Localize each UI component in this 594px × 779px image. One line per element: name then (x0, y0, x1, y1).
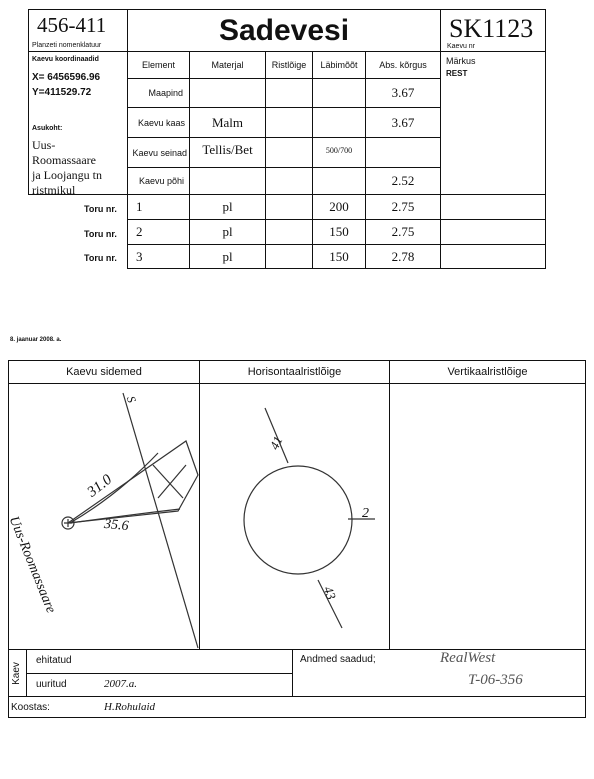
pipe-material-2: pl (189, 219, 266, 245)
pipe-remark-3 (440, 244, 546, 269)
cross-mark-b (158, 465, 186, 498)
cross-ground (265, 78, 313, 108)
element-cover: Kaevu kaas (127, 107, 190, 138)
well-id: SK1123 (449, 14, 534, 43)
footer-mid-divider (292, 649, 293, 697)
nomenclature-box (28, 9, 128, 52)
col-header-height: Abs. kõrgus (365, 51, 441, 79)
well-circle (244, 466, 352, 574)
title-box (127, 9, 441, 52)
sketch-header-links: Kaevu sidemed (8, 360, 200, 384)
pipe-height-3: 2.78 (365, 244, 441, 269)
building-outline (68, 441, 198, 523)
remark-value: REST (446, 69, 468, 78)
footer-row-divider (26, 673, 292, 674)
pipe-height-1: 2.75 (365, 194, 441, 220)
street-label: Uus-Roomassaare (5, 514, 59, 616)
label-s: S (123, 394, 140, 405)
material-ground (189, 78, 266, 108)
element-ground: Maapind (127, 78, 190, 108)
diameter-ground (312, 78, 366, 108)
label-2: 2 (362, 506, 369, 521)
location-line-1: Uus- (32, 138, 56, 152)
cross-mark-a (153, 465, 183, 498)
measure-1: 31.0 (84, 471, 116, 501)
surveyed-value: 2007.a. (104, 678, 137, 690)
height-cover: 3.67 (365, 107, 441, 138)
col-header-element: Element (127, 51, 190, 79)
footer-side-label: Kaev (10, 662, 22, 685)
location-line-4: ristmikul (32, 183, 76, 195)
compiled-row (8, 696, 586, 718)
col-header-diameter: Läbimõõt (312, 51, 366, 79)
location-line-2: Roomassaare (32, 153, 96, 167)
diameter-bottom (312, 167, 366, 195)
pipe-height-2: 2.75 (365, 219, 441, 245)
coords-label: Kaevu koordinaadid (32, 56, 99, 63)
nomenclature-value: 456-411 (37, 13, 107, 37)
surveyed-label: uuritud (36, 679, 67, 690)
sketch-header-vertical: Vertikaalristlõige (389, 360, 586, 384)
pipe-material-3: pl (189, 244, 266, 269)
pipe-cross-1 (265, 194, 313, 220)
height-ground: 3.67 (365, 78, 441, 108)
col-header-cross-section: Ristlõige (265, 51, 313, 79)
measure-2: 35.6 (103, 516, 130, 535)
material-walls: Tellis/Bet (189, 137, 266, 168)
page-title: Sadevesi (218, 13, 350, 47)
col-header-remark: Märkus (446, 56, 476, 66)
pipe-num-3: 3 (127, 244, 190, 269)
pipe-cross-3 (265, 244, 313, 269)
material-cover: Malm (189, 107, 266, 138)
pipe-num-1: 1 (127, 194, 190, 220)
horizontal-section-drawing (200, 383, 389, 650)
data-source-label: Andmed saadud; (300, 654, 376, 665)
info-panel (28, 51, 128, 195)
element-walls: Kaevu seinad (127, 137, 190, 168)
location-line-3: ja Loojangu tn (32, 168, 102, 182)
date-line: 8. jaanuar 2008. a. (10, 337, 62, 343)
well-id-label: Kaevu nr (447, 43, 476, 50)
data-source-value-2: T-06-356 (468, 672, 523, 688)
data-source-value-1: RealWest (440, 650, 496, 666)
label-43: 43 (320, 584, 340, 602)
pipe-label-1: Toru nr. (84, 204, 117, 214)
sketch-divider-2 (389, 383, 390, 650)
diameter-cover (312, 107, 366, 138)
pipe-remark-1 (440, 194, 546, 220)
sketch-header-horizontal: Horisontaalristlõige (199, 360, 390, 384)
well-id-box (440, 9, 546, 52)
col-header-material: Materjal (189, 51, 266, 79)
pipe-cross-2 (265, 219, 313, 245)
pipe-remark-2 (440, 219, 546, 245)
material-bottom (189, 167, 266, 195)
compiled-value: H.Rohulaid (104, 701, 156, 713)
cross-cover (265, 107, 313, 138)
pipe-material-1: pl (189, 194, 266, 220)
pipe-num-2: 2 (127, 219, 190, 245)
compiled-label: Koostas: (11, 702, 50, 713)
diameter-walls: 500/700 (312, 137, 366, 168)
label-41: 41 (266, 433, 286, 452)
street-line (123, 393, 198, 648)
pipe-label-3: Toru nr. (84, 253, 117, 263)
built-label: ehitatud (36, 655, 72, 666)
cross-walls (265, 137, 313, 168)
remark-column (440, 51, 546, 195)
cross-bottom (265, 167, 313, 195)
height-walls (365, 137, 441, 168)
height-bottom: 2.52 (365, 167, 441, 195)
coord-x: X= 6456596.96 (32, 72, 101, 83)
pipe-diameter-2: 150 (312, 219, 366, 245)
coord-y: Y=411529.72 (32, 87, 92, 98)
pipe-label-2: Toru nr. (84, 229, 117, 239)
nomenclature-label: Planzeti nomenklatuur (32, 42, 102, 49)
element-bottom: Kaevu põhi (127, 167, 190, 195)
pipe-diameter-1: 200 (312, 194, 366, 220)
pipe-diameter-3: 150 (312, 244, 366, 269)
location-label: Asukoht: (32, 125, 63, 132)
